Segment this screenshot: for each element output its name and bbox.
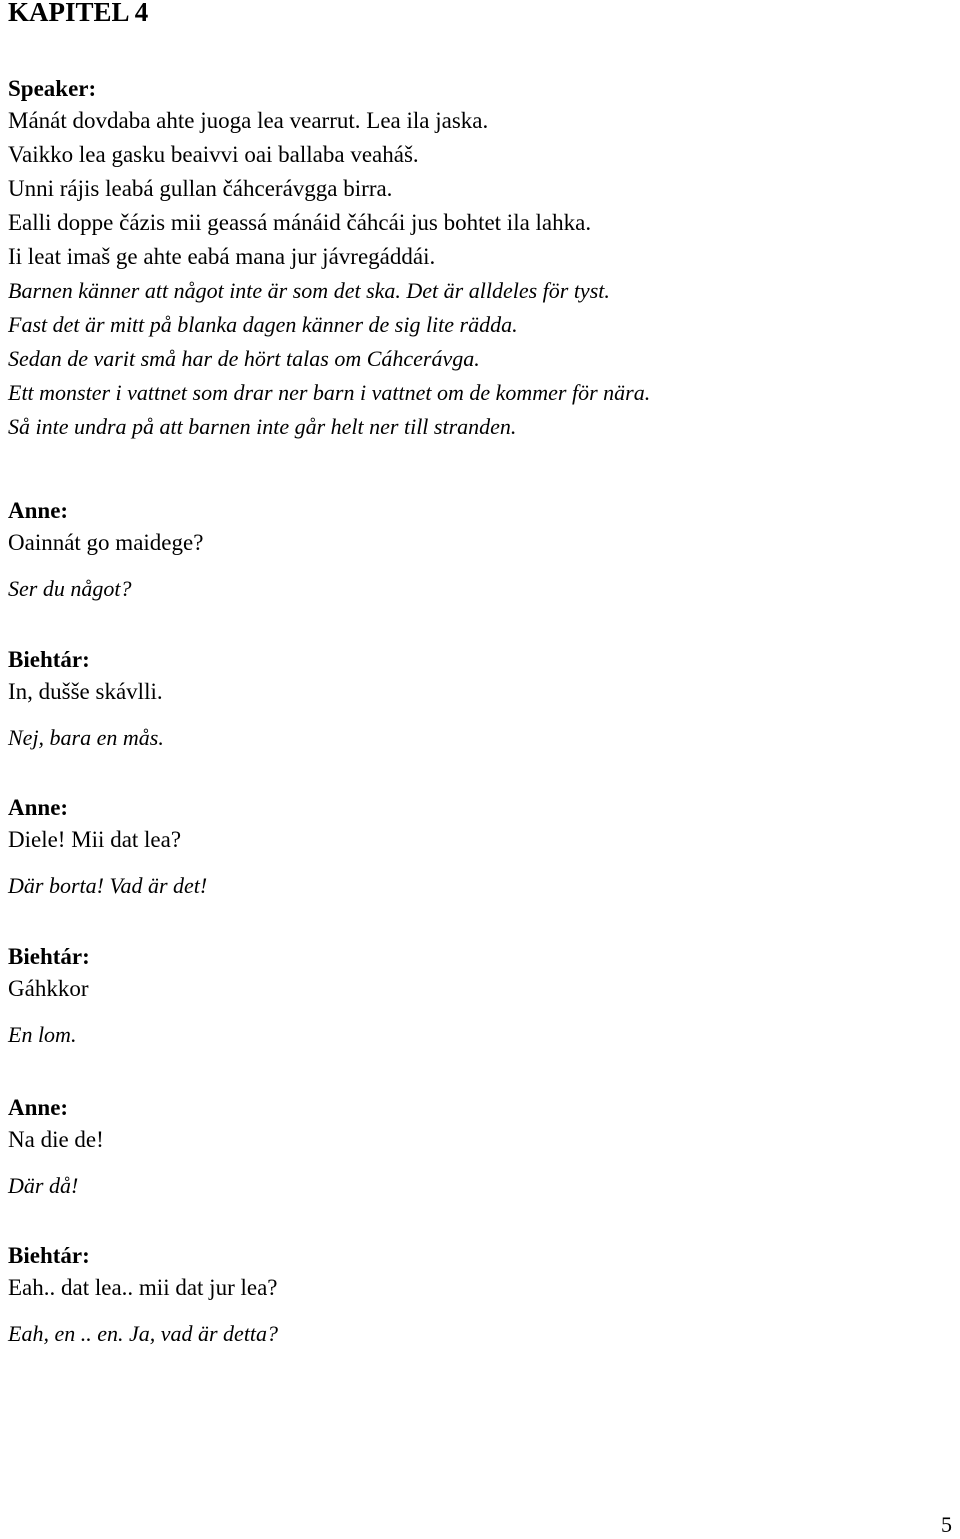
original-line: Mánát dovdaba ahte juoga lea vearrut. Lea ila jaska.: [8, 108, 489, 133]
translation-line: Ett monster i vattnet som drar ner barn i vattnet om de kommer för nära.: [8, 380, 651, 405]
dialogue-block-biehtar: [8, 942, 958, 1052]
original-line: Eah.. dat lea.. mii dat jur lea?: [8, 1275, 278, 1300]
translation-line: Barnen känner att något inte är som det ska. Det är alldeles för tyst.: [8, 278, 610, 303]
translation-line: Där borta! Vad är det!: [8, 873, 208, 898]
original-line: Diele! Mii dat lea?: [8, 827, 182, 852]
original-line: In, dušše skávlli.: [8, 679, 163, 704]
speaker-label: Anne:: [8, 795, 69, 820]
original-line: Oainnát go maidege?: [8, 530, 204, 555]
original-line: Gáhkkor: [8, 976, 89, 1001]
speaker-label: Biehtár:: [8, 1243, 90, 1268]
dialogue-block-biehtar: [8, 645, 958, 755]
page-number: 5: [941, 1512, 952, 1537]
translation-line: Där då!: [8, 1173, 79, 1198]
original-line: Na die de!: [8, 1127, 104, 1152]
original-line: Ealli doppe čázis mii geassá mánáid čáhcái jus bohtet ila lahka.: [8, 210, 592, 235]
speaker-label: Biehtár:: [8, 647, 90, 672]
speaker-label: Speaker:: [8, 76, 97, 101]
original-line: Vaikko lea gasku beaivvi oai ballaba veaháš.: [8, 142, 419, 167]
dialogue-block-speaker: [8, 74, 958, 444]
original-line: Ii leat imaš ge ahte eabá mana jur jávregáddái.: [8, 244, 436, 269]
dialogue-block-anne: [8, 496, 958, 606]
translation-line: Ser du något?: [8, 576, 132, 601]
speaker-label: Anne:: [8, 1095, 69, 1120]
speaker-label: Biehtár:: [8, 944, 90, 969]
chapter-title: KAPITEL 4: [8, 0, 149, 27]
translation-line: Sedan de varit små har de hört talas om Cáhcerávga.: [8, 346, 480, 371]
dialogue-block-anne: [8, 1093, 958, 1203]
translation-line: Nej, bara en mås.: [8, 725, 164, 750]
dialogue-block-biehtar: [8, 1241, 958, 1351]
speaker-label: Anne:: [8, 498, 69, 523]
translation-line: Så inte undra på att barnen inte går helt ner till stranden.: [8, 414, 517, 439]
dialogue-block-anne: [8, 793, 958, 903]
translation-line: Eah, en .. en. Ja, vad är detta?: [8, 1321, 279, 1346]
translation-line: Fast det är mitt på blanka dagen känner de sig lite rädda.: [8, 312, 518, 337]
translation-line: En lom.: [8, 1022, 77, 1047]
original-line: Unni rájis leabá gullan čáhcerávgga birra.: [8, 176, 393, 201]
